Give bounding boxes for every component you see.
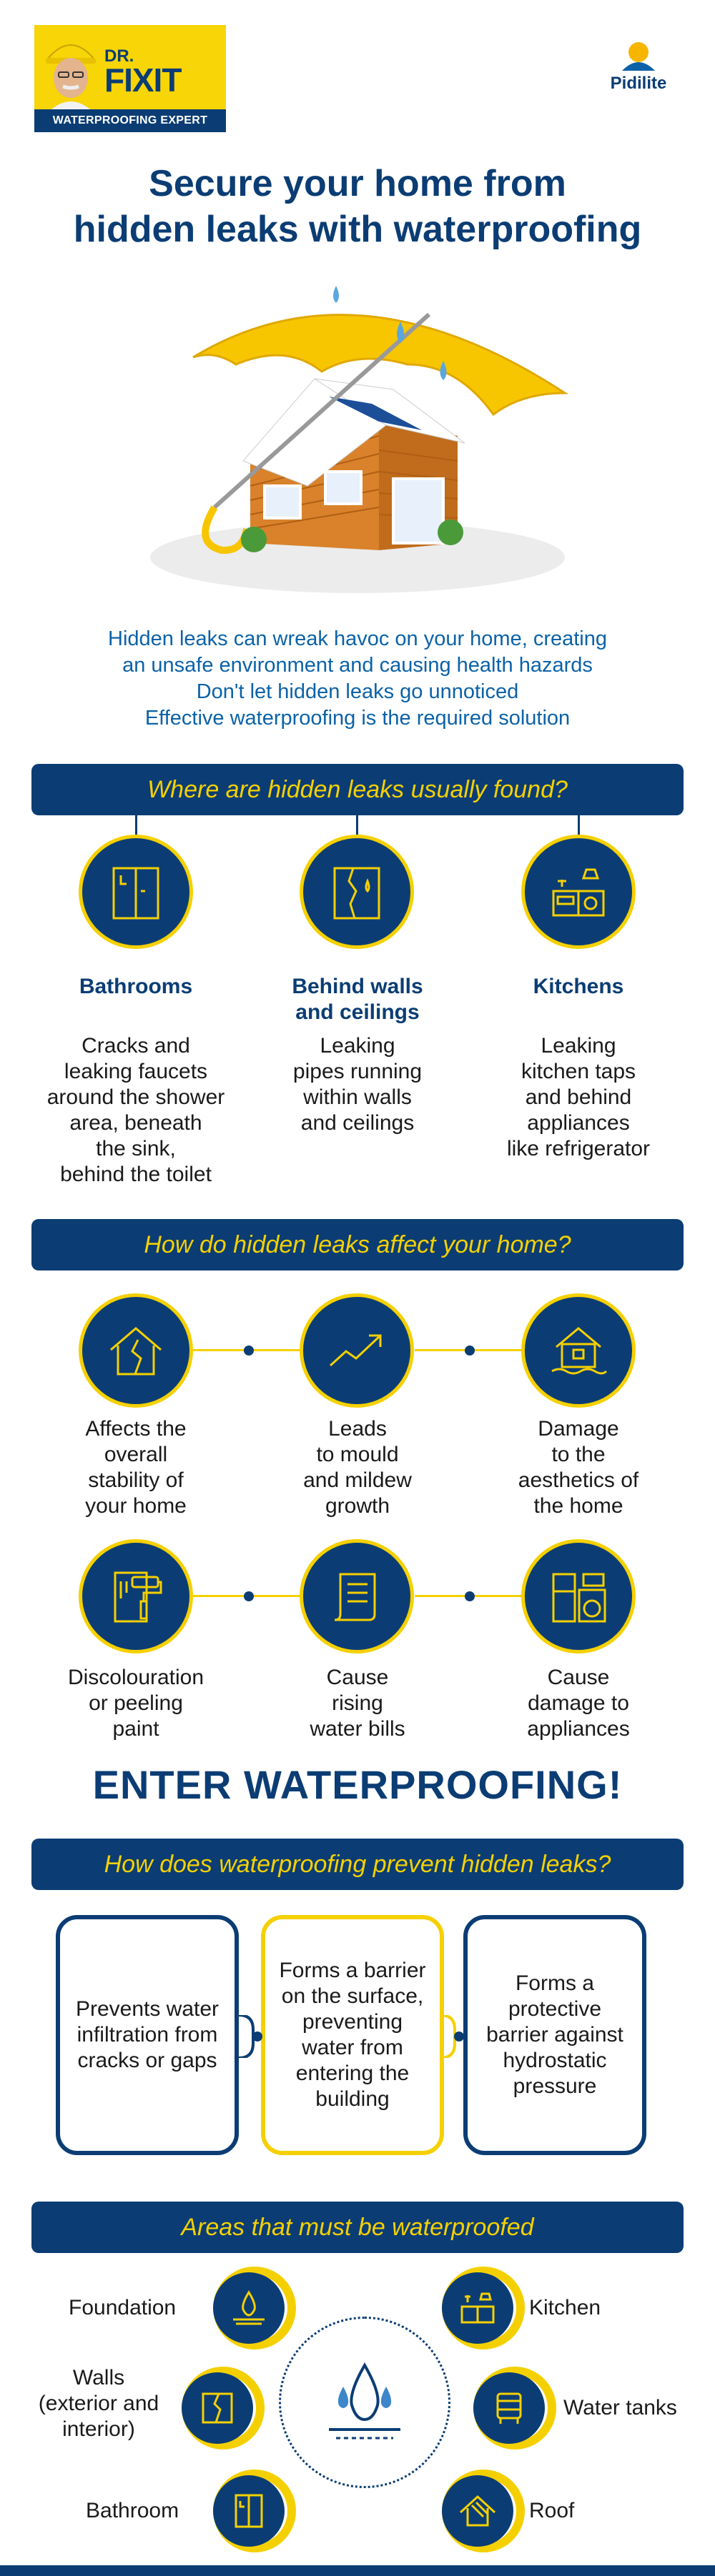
area-label-roof: Roof [529, 2499, 575, 2522]
prevention-box: Forms a protective barrier against hydrostatic pressure [463, 1915, 646, 2155]
text-line: rising [332, 1691, 383, 1715]
text-line: or peeling [89, 1691, 183, 1715]
enter-waterproofing-heading: ENTER WATERPROOFING! [92, 1762, 623, 1807]
page-title [0, 161, 715, 252]
flooded-house-icon [521, 1293, 636, 1408]
text-line: pipes running [292, 1060, 423, 1083]
shower-icon [79, 835, 193, 949]
connector-dot [465, 1346, 475, 1356]
intro-line-1: Hidden leaks can wreak havoc on your home, creating [108, 627, 607, 650]
effect-description [29, 1416, 243, 1519]
bathroom-icon [213, 2475, 285, 2547]
intro-text [0, 626, 715, 732]
area-label-water-tanks: Water tanks [563, 2396, 677, 2420]
logo-tagline: WATERPROOFING EXPERT [34, 109, 226, 132]
connector-dot [244, 1346, 254, 1356]
text-line: appliances [527, 1111, 630, 1135]
connector-dot [465, 1591, 475, 1601]
title-line: Behind walls [292, 975, 423, 998]
appliances-icon [521, 1539, 636, 1653]
wall-icon [182, 2372, 253, 2444]
cracked-house-icon [79, 1293, 193, 1408]
text-line: paint [112, 1717, 159, 1741]
text-line: Damage [538, 1417, 619, 1441]
text-line: Affects the [85, 1417, 187, 1441]
section-banner-effects: How do hidden leaks affect your home? [31, 1219, 684, 1270]
text-line: and behind [525, 1085, 632, 1109]
text-line: aesthetics of [518, 1468, 639, 1492]
area-label-kitchen: Kitchen [529, 2296, 601, 2319]
text-line: Leaking [541, 1034, 616, 1058]
label-line: Walls [72, 2366, 125, 2389]
text-line: stability of [88, 1468, 184, 1492]
effect-description [250, 1416, 465, 1519]
area-label-walls [20, 2365, 177, 2442]
text-line: Discolouration [67, 1666, 204, 1689]
roof-icon [442, 2475, 513, 2547]
connector-bracket [438, 2015, 473, 2058]
text-line: the home [533, 1494, 623, 1518]
text-line: around the shower [46, 1085, 225, 1109]
leak-location-title: Bathrooms [79, 975, 193, 998]
title-line-1: Secure your home from [149, 163, 566, 204]
logo-dr-text: DR. [104, 46, 134, 66]
connector-line [578, 815, 580, 835]
intro-line-4: Effective waterproofing is the required solution [144, 707, 571, 730]
effect-description [471, 1665, 686, 1742]
pidilite-mark-icon [622, 39, 655, 74]
effect-description [471, 1416, 686, 1519]
mascot-face-icon [41, 31, 100, 109]
wall-crack-icon [300, 835, 414, 949]
logo-fixit-text: FIXIT [104, 61, 182, 99]
connector-dot [244, 1591, 254, 1601]
dr-fixit-logo [34, 25, 226, 132]
bill-icon [300, 1539, 414, 1653]
title-line: and ceilings [295, 1000, 420, 1024]
leak-location-title [265, 974, 450, 1025]
text-line: Leaking [320, 1034, 395, 1058]
water-tank-icon [473, 2372, 545, 2444]
paint-roller-icon [79, 1539, 193, 1653]
text-line: damage to [528, 1691, 629, 1715]
effect-description [250, 1665, 465, 1742]
text-line: water bills [310, 1717, 405, 1741]
title-line-2: hidden leaks with waterproofing [73, 209, 642, 250]
area-label-bathroom: Bathroom [86, 2499, 179, 2522]
kitchen-icon [442, 2272, 513, 2344]
pidilite-name: Pidilite [610, 74, 667, 93]
section-banner-prevent: How does waterproofing prevent hidden leaks? [31, 1839, 684, 1890]
connector-line [356, 815, 358, 835]
water-drops-icon [315, 2358, 415, 2451]
section-banner-where: Where are hidden leaks usually found? [31, 764, 684, 815]
section-banner-areas: Areas that must be waterproofed [31, 2202, 684, 2253]
leak-location-title: Kitchens [533, 975, 624, 998]
text-line: growth [325, 1494, 390, 1518]
house-umbrella-illustration [122, 272, 593, 600]
leak-location-description [250, 1033, 465, 1136]
text-line: overall [104, 1443, 168, 1466]
text-line: the sink, [96, 1137, 176, 1160]
text-line: Leads [328, 1417, 387, 1441]
text-line: Cause [326, 1666, 389, 1689]
text-line: kitchen taps [521, 1060, 636, 1083]
text-line: Cracks and [82, 1034, 190, 1058]
connector-line [135, 815, 137, 835]
text-line: appliances [527, 1717, 630, 1741]
label-line: (exterior and [38, 2392, 159, 2415]
area-label-foundation: Foundation [69, 2296, 177, 2319]
text-line: to the [551, 1443, 606, 1466]
kitchen-icon [521, 835, 636, 949]
text-line: and ceilings [300, 1111, 415, 1135]
text-line: area, beneath [69, 1111, 202, 1135]
prevention-box: Prevents water infiltration from cracks or gaps [56, 1915, 239, 2155]
effect-description [29, 1665, 243, 1742]
rising-chart-icon [300, 1293, 414, 1408]
text-line: leaking faucets [64, 1060, 208, 1083]
label-line: interior) [62, 2417, 135, 2441]
text-line: behind the toilet [60, 1163, 212, 1186]
text-line: your home [85, 1494, 187, 1518]
connector-bracket [236, 2015, 272, 2058]
leak-location-description [471, 1033, 686, 1162]
intro-line-3: Don't let hidden leaks go unnoticed [196, 680, 519, 703]
text-line: like refrigerator [506, 1137, 651, 1160]
text-line: and mildew [303, 1468, 412, 1492]
prevention-box: Forms a barrier on the surface, preventing water from entering the building [261, 1915, 444, 2155]
text-line: Cause [547, 1666, 610, 1689]
footer-bar [0, 2565, 715, 2576]
intro-line-2: an unsafe environment and causing health hazards [122, 654, 593, 677]
foundation-icon [213, 2272, 285, 2344]
text-line: to mould [316, 1443, 399, 1466]
pidilite-logo [592, 39, 685, 96]
leak-location-description [29, 1033, 243, 1188]
text-line: within walls [303, 1085, 412, 1109]
